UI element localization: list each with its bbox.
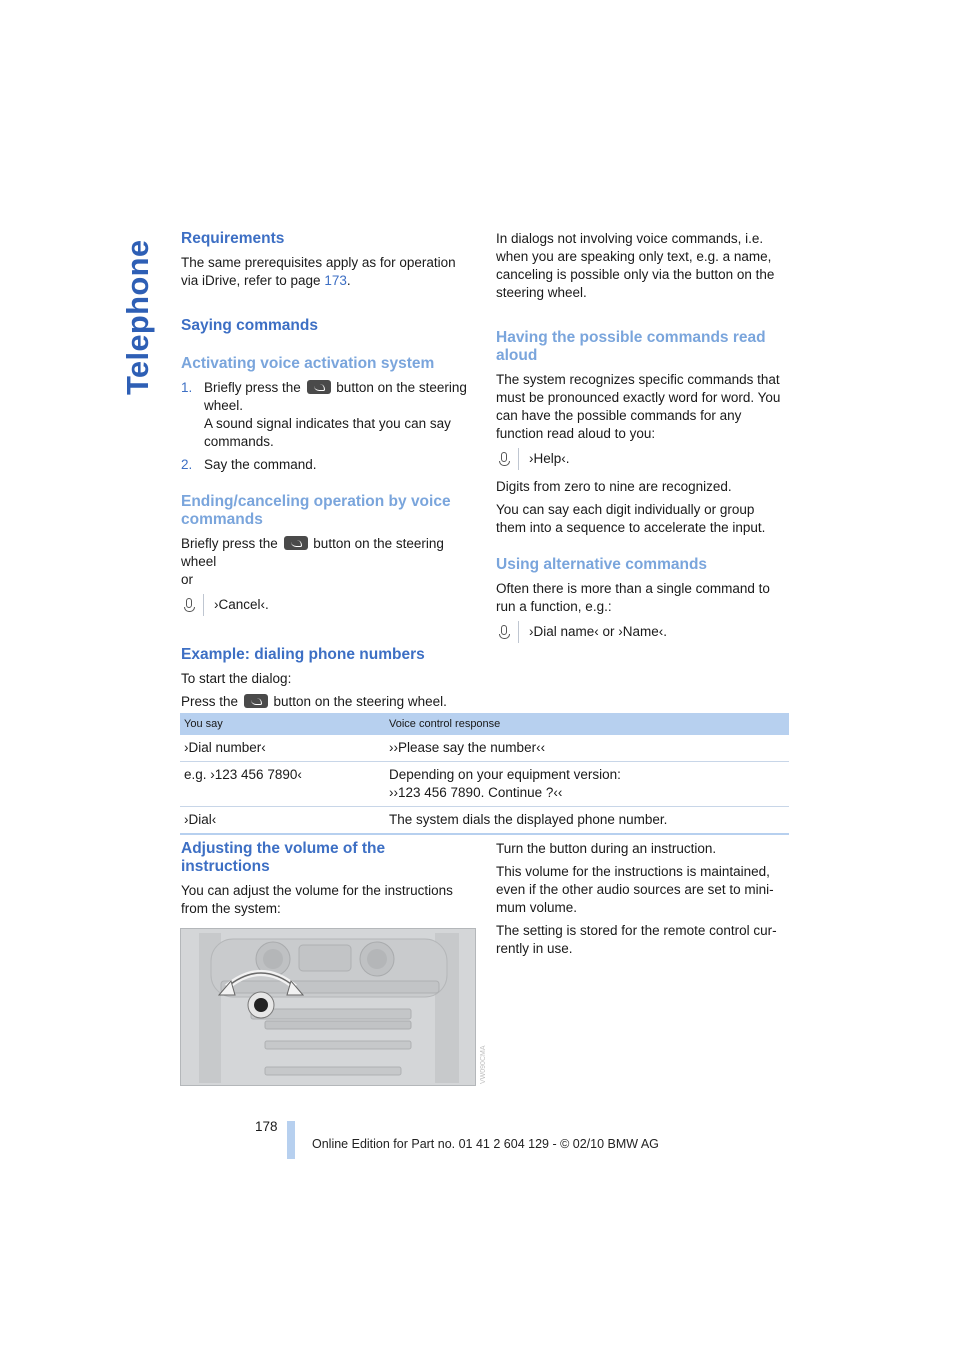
dialogs-text: In dialogs not involving voice commands, i.e. when you are speaking only text, e.g. a name, canceling is possible only via the button on the steering wheel. (496, 231, 775, 300)
voice-command-icon (496, 448, 519, 470)
volume-right-3: The setting is stored for the remote control cur-rently in use. (496, 923, 777, 956)
chapter-side-tab (112, 230, 156, 395)
voice-dialog-table (180, 713, 789, 835)
group-text: You can say each digit individually or group them into a sequence to accelerate the input. (496, 502, 766, 535)
volume-left (181, 840, 473, 923)
table-header: You say (180, 713, 385, 735)
heading-ending: Ending/canceling operation by voice commands (181, 493, 451, 528)
dial-name-command: ›Dial name‹ or ›Name‹. (496, 621, 788, 643)
volume-right-1: Turn the button during an instruction. (496, 841, 717, 856)
volume-text: You can adjust the volume for the instructions from the system: (181, 883, 453, 916)
left-column (181, 230, 473, 716)
chapter-title: Telephone (120, 239, 155, 395)
footer-edition: Online Edition for Part no. 01 41 2 604 129 - © 02/10 BMW AG (312, 1137, 659, 1151)
heading-requirements: Requirements (181, 230, 285, 247)
heading-saying-commands: Saying commands (181, 317, 318, 334)
cancel-command: ›Cancel‹. (181, 594, 473, 616)
heading-possible-commands: Having the possible commands read aloud (496, 329, 766, 364)
table-row (180, 735, 789, 762)
table-cell: ››Please say the number‹‹ (385, 735, 789, 762)
example-line-2: Press the button on the steering wheel. (181, 694, 447, 709)
voice-command-icon (181, 594, 204, 616)
table-cell: The system dials the displayed phone number. (385, 807, 789, 835)
example-line-1: To start the dialog: (181, 671, 292, 686)
table-row (180, 807, 789, 835)
table-cell: ›Dial number‹ (180, 735, 385, 762)
page-number: 178 (255, 1119, 278, 1134)
heading-activating: Activating voice activation system (181, 355, 435, 372)
heading-example: Example: dialing phone numbers (181, 646, 425, 663)
volume-right (496, 840, 788, 963)
volume-knob-photo (180, 928, 476, 1086)
heading-alternative: Using alternative commands (496, 556, 708, 573)
steering-talk-button-icon (307, 380, 331, 394)
ending-text: Briefly press the button on the steering wheel or (181, 536, 444, 587)
right-column (496, 230, 788, 651)
heading-volume: Adjusting the volume of the instructions (181, 840, 386, 875)
table-row (180, 762, 789, 807)
table-cell: Depending on your equipment version: ››123 456 7890. Continue ?‹‹ (385, 762, 789, 807)
table-cell: ›Dial‹ (180, 807, 385, 835)
step-2: 2. Say the command. (181, 457, 317, 472)
digits-text: Digits from zero to nine are recognized. (496, 479, 732, 494)
steering-talk-button-icon (284, 536, 308, 550)
footer-accent-bar (287, 1121, 295, 1159)
page-link-173[interactable]: 173 (324, 273, 347, 288)
voice-command-icon (496, 621, 519, 643)
activation-steps (181, 379, 473, 474)
possible-text: The system recognizes specific commands that must be pronounced exactly word for word. You can have the possible commands for any function read aloud to you: (496, 372, 781, 441)
requirements-text: The same prerequisites apply as for operation via iDrive, refer to page 173. (181, 255, 456, 288)
step-1: 1. Briefly press the button on the steering wheel. A sound signal indicates that you can say commands. (181, 380, 467, 449)
volume-right-2: This volume for the instructions is maintained, even if the other audio sources are set to mini-mum volume. (496, 864, 774, 915)
table-cell: e.g. ›123 456 7890‹ (180, 762, 385, 807)
help-command: ›Help‹. (496, 448, 788, 470)
table-header: Voice control response (385, 713, 789, 735)
alternative-text: Often there is more than a single command to run a function, e.g.: (496, 581, 770, 614)
photo-code: VW090CMA (480, 1045, 487, 1084)
steering-talk-button-icon (244, 694, 268, 708)
